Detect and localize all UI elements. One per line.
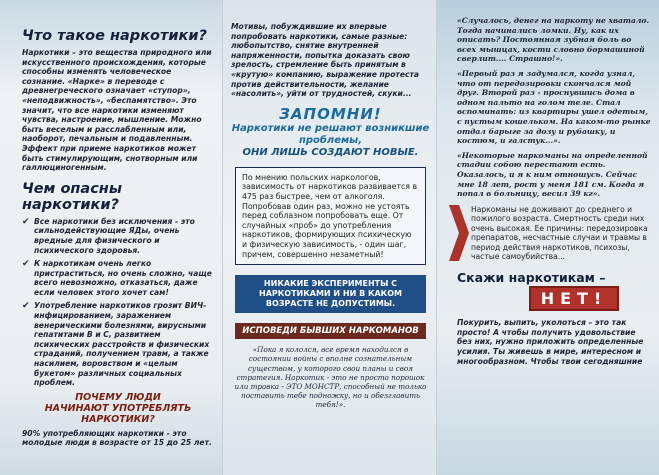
net-badge <box>497 286 651 311</box>
confession-quote: «Некоторые наркоманы на определенной стадии собою перестают есть. Оказалось, и я к ним отношусь. Сейчас мне 18 лет, рост у меня 181 см. Когда я попал в больницу, весил 39 кг». <box>457 150 648 199</box>
bullet-text: К наркотикам очень легко пристраститься, но очень сложно, чаще всего невозможно, отказаться, даже если человек этого хочет сам! <box>34 259 212 297</box>
arrow-icon <box>449 205 469 261</box>
bullet-item <box>22 301 214 387</box>
confession-quote: «Первый раз я задумался, когда узнал, что от передозировки скончался мой друг. Второй раз - проснувшись дома в одном пальто на голом теле. Стал вспоминать: из квартиры ушел одетым, с пустым кошельком. На каком-то рынке отдал барыге за дозу и рубашку, и костюм, и галстук...». <box>457 68 651 146</box>
panel-what-are-drugs <box>0 0 222 475</box>
say-no-text: Скажи наркотикам – <box>457 269 606 285</box>
bullet-text: Все наркотики без исключения - это сильнодействующие ЯДы, очень вредные для физического и психического здоровья. <box>34 216 195 255</box>
confession-quote: «Случалось, денег на наркоту не хватало. Тогда начинались ломки. Ну, как их описать? Постоянная зубная боль во всех мышцах, кости словно бормашиной сверлит.... Страшно!». <box>457 16 650 64</box>
panel-confessions <box>436 0 659 475</box>
remember-line-3: ОНИ ЛИШЬ СОЗДАЮТ НОВЫЕ. <box>242 146 419 158</box>
section-title-what: Что такое наркотики? <box>22 28 207 44</box>
bullet-text: Употребление наркотиков грозит ВИЧ-инфицированием, заражением венерическими болезнями, вирусными гепатитами В и С, развитием психических расстройств и физических страданий, получением травм, а также насилием, воровством и «целым букетом» различных социальных проблем. <box>34 301 210 388</box>
check-icon: ✔ <box>22 216 30 227</box>
why-text: 90% употребляющих наркотики - это молодые люди в возрасте от 15 до 25 лет. <box>22 428 212 448</box>
mortality-callout <box>449 205 651 262</box>
bullet-item <box>22 259 214 297</box>
why-title-line-2: НАЧИНАЮТ УПОТРЕБЛЯТЬ НАРКОТИКИ? <box>44 402 192 425</box>
net-text: НЕТ! <box>529 286 620 311</box>
confessions-heading: ИСПОВЕДИ БЫВШИХ НАРКОМАНОВ <box>235 323 426 339</box>
remember-line-2: Наркотики не решают возникшие проблемы, <box>231 122 430 146</box>
why-title-line-1: ПОЧЕМУ ЛЮДИ <box>75 391 161 403</box>
panel-motives <box>222 0 436 475</box>
no-experiments-banner: НИКАКИЕ ЭКСПЕРИМЕНТЫ С НАРКОТИКАМИ И НИ В КАКОМ ВОЗРАСТЕ НЕ ДОПУСТИМЫ. <box>235 275 426 313</box>
check-icon: ✔ <box>22 301 30 312</box>
check-icon: ✔ <box>22 259 30 270</box>
section-title-danger: Чем опасны наркотики? <box>22 180 122 213</box>
mortality-text: Наркоманы не доживают до среднего и пожилого возраста. Смертность среди них очень высокая. Ее причины: передозировка препаратов, несчастные случаи и травмы в период действия наркотиков, психозы, частые самоубийства... <box>471 204 648 262</box>
addiction-info-text: По мнению польских наркологов, зависимость от наркотиков развивается в 475 раз быстрее, чем от алкоголя. Попробовав один раз, можно не устоять перед соблазном попробовать еще. От случайных «проб» до употребления наркотиков, формирующих психическую и физическую зависимость, - один шаг, причем, совершенно незаметный! <box>242 172 418 259</box>
remember-heading: ЗАПОМНИ! <box>279 104 382 123</box>
addiction-info-box <box>235 167 426 265</box>
motives-text: Мотивы, побуждившие их впервые попробовать наркотики, самые разные: любопытство, снятие внутренней напряженности, попытка доказать свою зрелость, стремление быть принятым в «крутую» компанию, выражение протеста против действительности, желание «насолить», уйти от трудностей, скуки... <box>231 22 419 99</box>
confession-quote: «Пока я кололся, все время находился в состоянии войны с вполне сознательным существом, у которого свои планы и своя стратегия. Наркотик - это не просто порошок или травка - ЭТО МОНСТР, способный не только поставить тебе подножку, но и обезглавить тебя!». <box>234 345 427 410</box>
closing-text: Покурить, выпить, уколоться – это так просто! А чтобы получить удовольствие без них, нужно приложить определенные усилия. Ты живешь в мире, интересном и многообразном. Чтобы твои сегодняшние <box>457 318 644 366</box>
bullet-item <box>22 217 214 255</box>
intro-text: Наркотики – это вещества природного или искусственного происхождения, которые способны изменять человеческое сознание. «Нарке» в переводе с древнегреческого означает «ступор», «неподвижность», «беспамятство». Это значит, что все наркотики изменяют чувства, настроение, мышление. Можно быть веселым и расслабленным или, наоборот, печальным и подавленным. Эффект при приеме наркотиков может быть стимулирующим, снотворным или галлюциногенным. <box>22 48 212 173</box>
say-no-heading <box>457 270 651 285</box>
